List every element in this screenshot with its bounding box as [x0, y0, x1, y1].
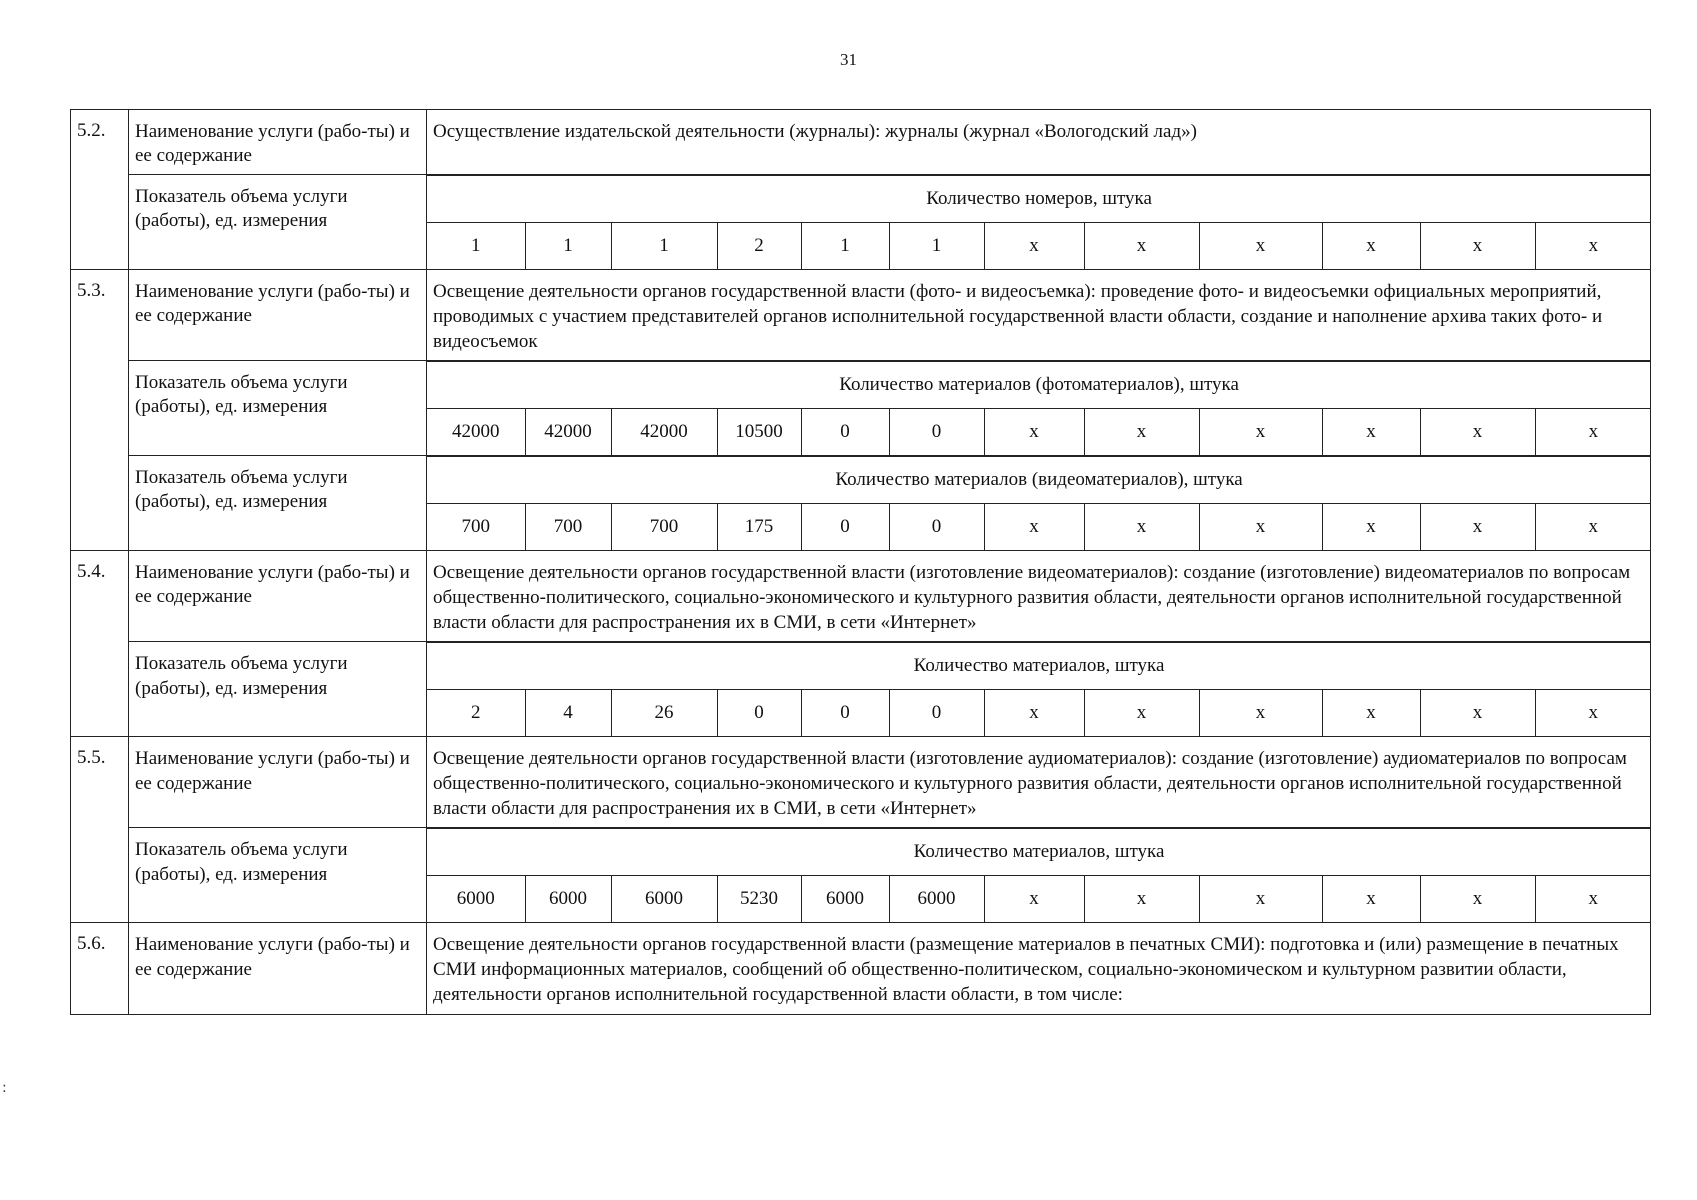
service-name-label: Наименование услуги (рабо-ты) и ее содержание — [129, 923, 427, 1014]
value-cell: x — [1322, 409, 1420, 456]
service-content: Освещение деятельности органов государственной власти (изготовление аудиоматериалов): создание (изготовление) аудиоматериалов по вопросам общественно-политического, социально-экономического и культурного развития области, деятельности органов исполнительной государственной власти области для распространения их в СМИ, в сети «Интернет» — [427, 737, 1651, 828]
value-cell: 42000 — [611, 409, 717, 456]
service-name-label: Наименование услуги (рабо-ты) и ее содержание — [129, 551, 427, 642]
value-cell: 26 — [611, 690, 717, 737]
value-cell: 6000 — [801, 876, 889, 923]
value-cell: x — [984, 690, 1084, 737]
value-cell: x — [984, 504, 1084, 551]
value-cell: x — [984, 223, 1084, 270]
value-cell: 1 — [525, 223, 611, 270]
value-cell: 700 — [525, 504, 611, 551]
indicator-grid — [427, 361, 1651, 455]
value-cell: x — [1199, 876, 1322, 923]
value-cell: 0 — [717, 690, 801, 737]
indicator-grid — [427, 175, 1651, 269]
indicator-values-cell — [427, 456, 1651, 551]
value-cell: x — [1535, 409, 1651, 456]
value-cell: 1 — [427, 223, 525, 270]
value-cell: 6000 — [611, 876, 717, 923]
value-cell: x — [1322, 690, 1420, 737]
value-cell: x — [1084, 223, 1199, 270]
indicator-label: Показатель объема услуги (работы), ед. измерения — [129, 175, 427, 270]
indicator-grid — [427, 642, 1651, 736]
value-cell: 700 — [611, 504, 717, 551]
service-name-label: Наименование услуги (рабо-ты) и ее содержание — [129, 737, 427, 828]
section-number: 5.4. — [71, 551, 129, 737]
value-cell: 0 — [801, 690, 889, 737]
value-cell: 1 — [889, 223, 984, 270]
value-cell: x — [1420, 223, 1535, 270]
value-cell: x — [1199, 409, 1322, 456]
indicator-row — [71, 642, 1651, 737]
value-cell: x — [1199, 223, 1322, 270]
indicator-values-cell — [427, 642, 1651, 737]
service-content: Освещение деятельности органов государственной власти (изготовление видеоматериалов): создание (изготовление) видеоматериалов по вопросам общественно-политического, социально-экономического и культурного развития области, деятельности органов исполнительной государственной власти области для распространения их в СМИ, в сети «Интернет» — [427, 551, 1651, 642]
value-cell: 1 — [611, 223, 717, 270]
value-cell: 6000 — [525, 876, 611, 923]
value-cell: x — [1535, 223, 1651, 270]
indicator-unit: Количество материалов (видеоматериалов), штука — [427, 457, 1651, 504]
margin-mark: : — [2, 1080, 7, 1096]
value-cell: x — [1199, 690, 1322, 737]
value-cell: 6000 — [427, 876, 525, 923]
indicator-grid — [427, 456, 1651, 550]
indicator-row — [71, 456, 1651, 551]
value-cell: x — [1535, 690, 1651, 737]
service-content: Освещение деятельности органов государственной власти (размещение материалов в печатных СМИ): подготовка и (или) размещение в печатных СМИ информационных материалов, сообщений об общественно-политическом, социально-экономическом и культурном развитии области, деятельности органов исполнительной государственной власти области, в том числе: — [427, 923, 1651, 1014]
indicator-unit: Количество материалов, штука — [427, 829, 1651, 876]
value-cell: x — [1084, 504, 1199, 551]
indicator-unit: Количество материалов (фотоматериалов), штука — [427, 362, 1651, 409]
indicator-row — [71, 361, 1651, 456]
section-number: 5.3. — [71, 270, 129, 551]
indicator-label: Показатель объема услуги (работы), ед. измерения — [129, 361, 427, 456]
value-cell: 4 — [525, 690, 611, 737]
value-cell: 42000 — [427, 409, 525, 456]
indicator-row — [71, 828, 1651, 923]
value-cell: x — [984, 409, 1084, 456]
value-cell: 175 — [717, 504, 801, 551]
section-number: 5.5. — [71, 737, 129, 923]
value-cell: x — [1084, 409, 1199, 456]
section-row — [71, 270, 1651, 361]
value-cell: 5230 — [717, 876, 801, 923]
value-cell: 10500 — [717, 409, 801, 456]
indicator-row — [71, 175, 1651, 270]
indicator-values-cell — [427, 361, 1651, 456]
value-cell: 2 — [427, 690, 525, 737]
service-name-label: Наименование услуги (рабо-ты) и ее содержание — [129, 110, 427, 175]
indicator-label: Показатель объема услуги (работы), ед. измерения — [129, 642, 427, 737]
value-cell: 1 — [801, 223, 889, 270]
section-row — [71, 923, 1651, 1014]
value-cell: x — [1535, 876, 1651, 923]
value-cell: x — [1322, 876, 1420, 923]
value-cell: x — [1084, 876, 1199, 923]
section-row — [71, 737, 1651, 828]
value-cell: 0 — [801, 409, 889, 456]
indicator-unit: Количество номеров, штука — [427, 176, 1651, 223]
indicator-grid — [427, 828, 1651, 922]
value-cell: x — [1535, 504, 1651, 551]
indicator-unit: Количество материалов, штука — [427, 643, 1651, 690]
value-cell: 700 — [427, 504, 525, 551]
services-table — [70, 109, 1651, 1015]
value-cell: 0 — [889, 409, 984, 456]
service-content: Освещение деятельности органов государственной власти (фото- и видеосъемка): проведение фото- и видеосъемки официальных мероприятий, проводимых с участием представителей органов исполнительной государственной власти области, создание и наполнение архива таких фото- и видеосъемок — [427, 270, 1651, 361]
value-cell: x — [984, 876, 1084, 923]
section-number: 5.6. — [71, 923, 129, 1014]
value-cell: 6000 — [889, 876, 984, 923]
value-cell: 0 — [889, 690, 984, 737]
value-cell: 42000 — [525, 409, 611, 456]
value-cell: 2 — [717, 223, 801, 270]
indicator-label: Показатель объема услуги (работы), ед. измерения — [129, 828, 427, 923]
value-cell: x — [1199, 504, 1322, 551]
value-cell: x — [1084, 690, 1199, 737]
section-number: 5.2. — [71, 110, 129, 270]
value-cell: x — [1322, 223, 1420, 270]
service-content: Осуществление издательской деятельности (журналы): журналы (журнал «Вологодский лад») — [427, 110, 1651, 175]
value-cell: x — [1420, 690, 1535, 737]
service-name-label: Наименование услуги (рабо-ты) и ее содержание — [129, 270, 427, 361]
value-cell: x — [1420, 504, 1535, 551]
indicator-values-cell — [427, 828, 1651, 923]
value-cell: 0 — [889, 504, 984, 551]
value-cell: 0 — [801, 504, 889, 551]
indicator-values-cell — [427, 175, 1651, 270]
value-cell: x — [1420, 409, 1535, 456]
value-cell: x — [1322, 504, 1420, 551]
indicator-label: Показатель объема услуги (работы), ед. измерения — [129, 456, 427, 551]
page-number: 31 — [840, 50, 857, 69]
value-cell: x — [1420, 876, 1535, 923]
section-row — [71, 110, 1651, 175]
section-row — [71, 551, 1651, 642]
